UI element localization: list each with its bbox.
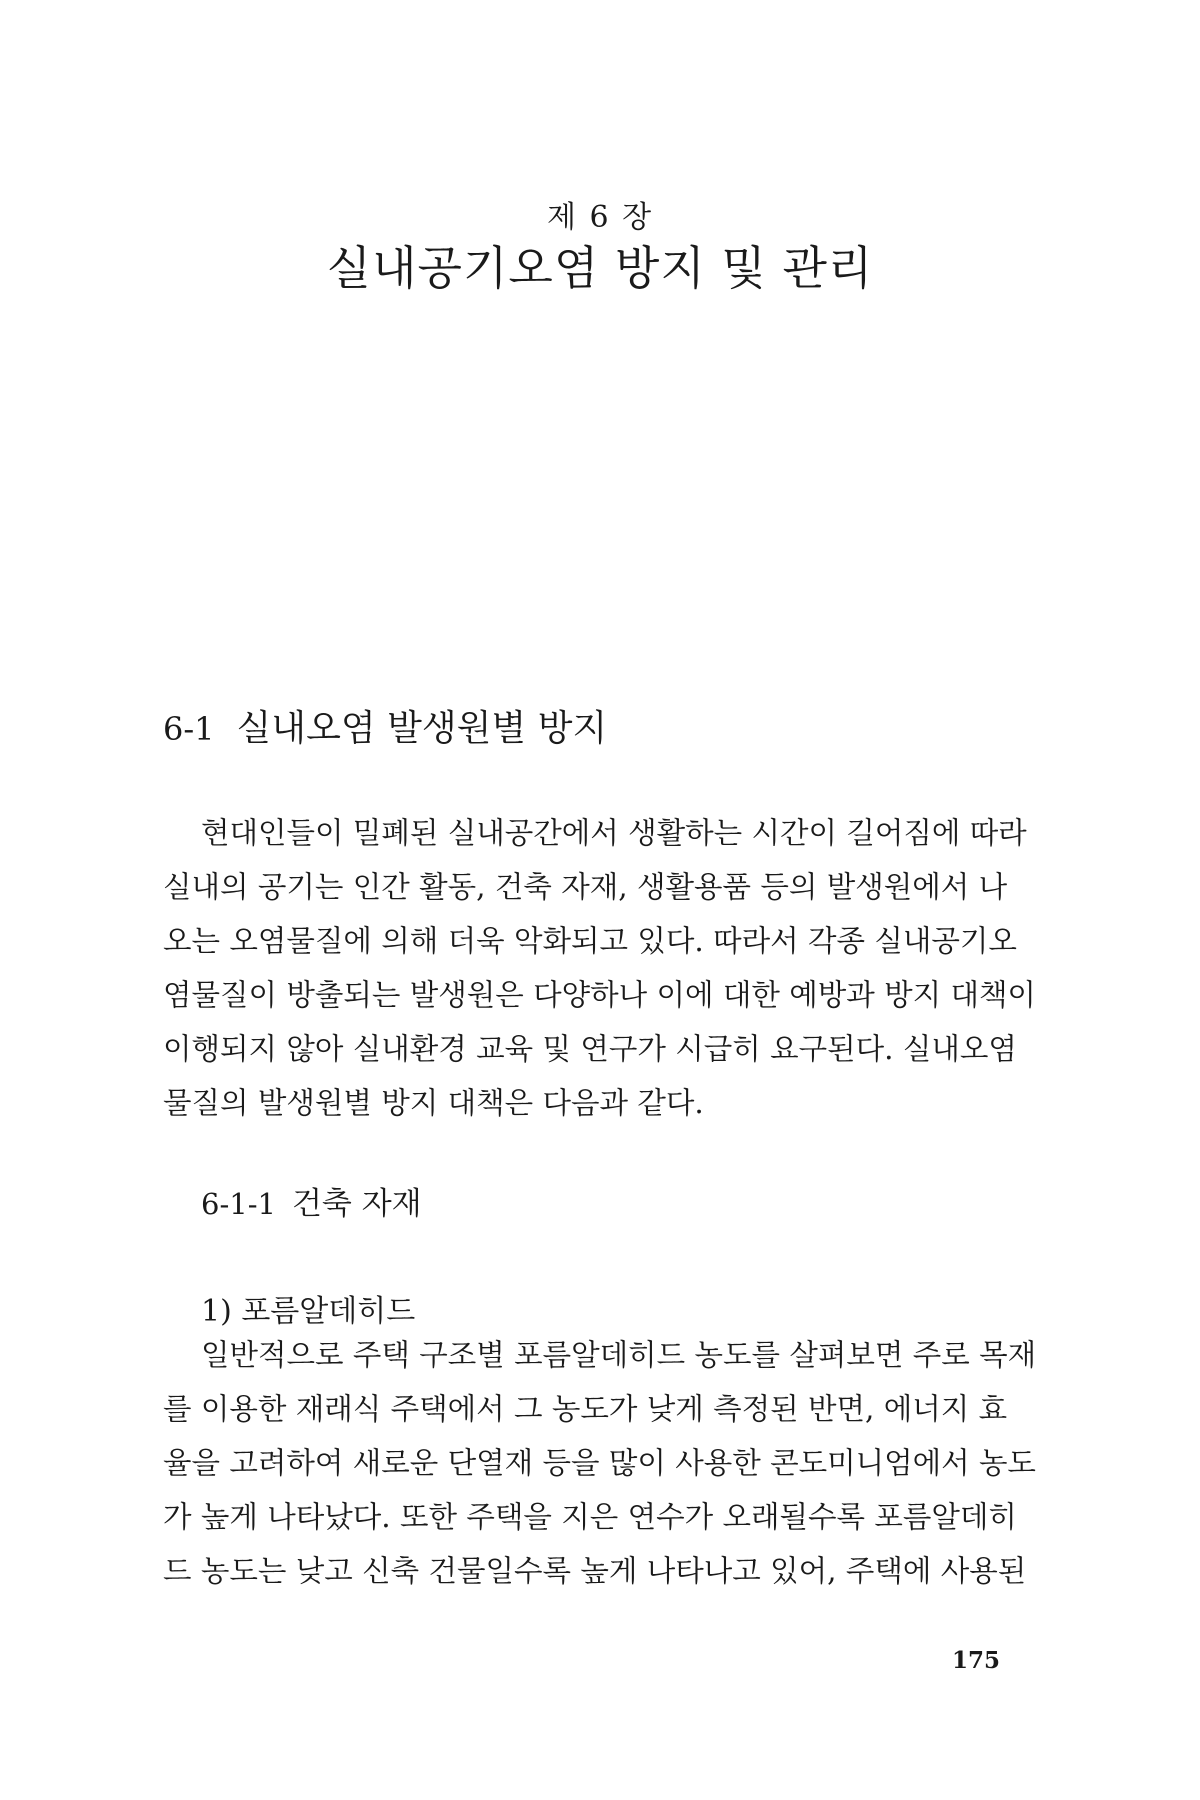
paragraph-line: 일반적으로 주택 구조별 포름알데히드 농도를 살펴보면 주로 목재	[201, 1338, 1037, 1372]
paragraph-line: 오는 오염물질에 의해 더욱 악화되고 있다. 따라서 각종 실내공기오	[163, 924, 1017, 958]
paragraph-line: 이행되지 않아 실내환경 교육 및 연구가 시급히 요구된다. 실내오염	[163, 1032, 1017, 1066]
chapter-title: 실내공기오염 방지 및 관리	[326, 241, 874, 295]
paragraph-line: 드 농도는 낮고 신축 건물일수록 높게 나타나고 있어, 주택에 사용된	[163, 1554, 1027, 1588]
paragraph-line: 가 높게 나타났다. 또한 주택을 지은 연수가 오래될수록 포름알데히	[163, 1500, 1017, 1534]
intro-paragraph	[163, 806, 1036, 1130]
paragraph-line: 실내의 공기는 인간 활동, 건축 자재, 생활용품 등의 발생원에서 나	[163, 870, 1008, 904]
subsection-title: 건축 자재	[291, 1186, 422, 1222]
section-heading	[163, 700, 607, 751]
paragraph-line: 물질의 발생원별 방지 대책은 다음과 같다.	[163, 1086, 704, 1120]
section-number: 6-1	[163, 710, 215, 748]
chapter-label: 제 6 장	[546, 200, 654, 235]
formaldehyde-paragraph	[163, 1328, 1037, 1598]
item-heading: 1) 포름알데히드	[201, 1294, 416, 1329]
paragraph-line: 율을 고려하여 새로운 단열재 등을 많이 사용한 콘도미니엄에서 농도	[163, 1446, 1036, 1480]
subsection-heading	[201, 1178, 422, 1223]
page-number: 175	[952, 1647, 1001, 1674]
paragraph-line: 를 이용한 재래식 주택에서 그 농도가 낮게 측정된 반면, 에너지 효	[163, 1392, 1008, 1426]
paragraph-line: 현대인들이 밀폐된 실내공간에서 생활하는 시간이 길어짐에 따라	[201, 816, 1027, 850]
subsection-number: 6-1-1	[201, 1187, 276, 1221]
section-title: 실내오염 발생원별 방지	[236, 708, 608, 749]
paragraph-line: 염물질이 방출되는 발생원은 다양하나 이에 대한 예방과 방지 대책이	[163, 978, 1036, 1012]
